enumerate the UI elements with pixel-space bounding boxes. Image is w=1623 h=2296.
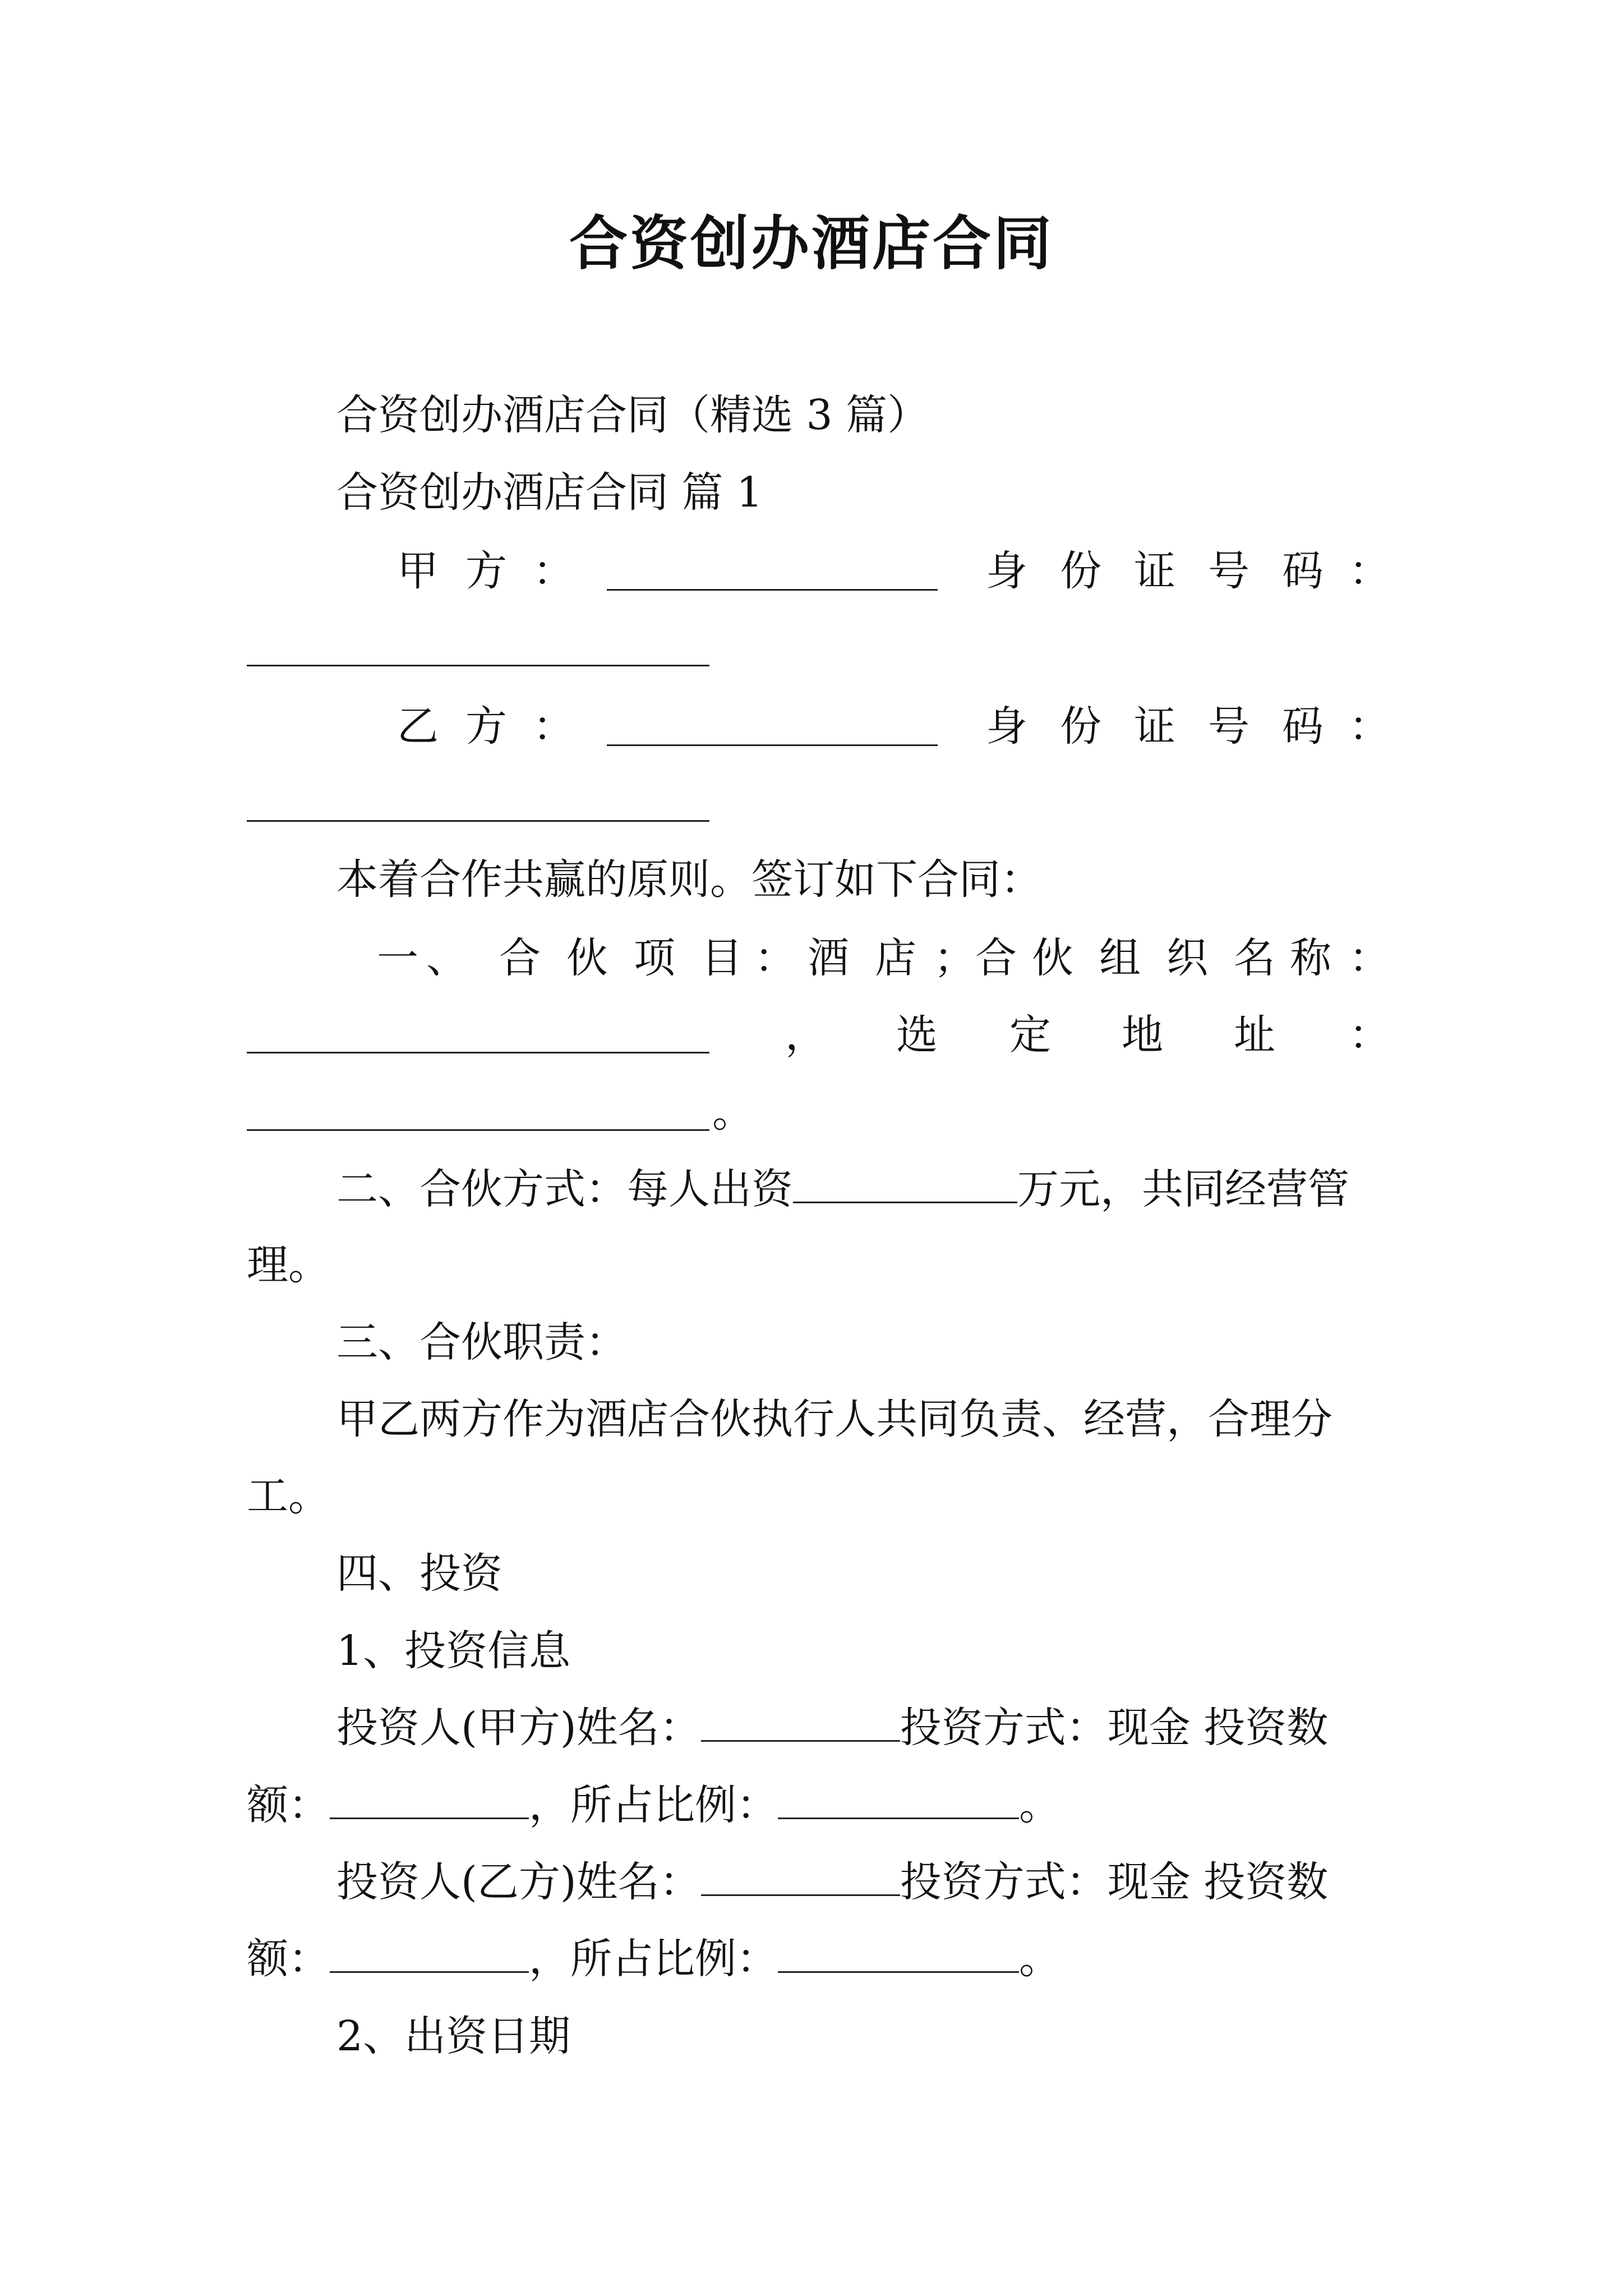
clause-2-prefix: 二、合伙方式：每人出资 (336, 1165, 793, 1213)
clause-2-line (336, 1161, 1349, 1217)
clause-1-char: 组 (1099, 934, 1141, 982)
party-b-id-char: 证 (1134, 702, 1175, 751)
party-b-id-char: 码 (1282, 702, 1324, 751)
document-title: 合资创办酒店合同 (569, 209, 1054, 278)
clause-1-char: 伙 (566, 934, 608, 982)
investor-b-line-1 (336, 1854, 1328, 1910)
clause-1-char: 目 (701, 934, 743, 982)
investor-a-line-1 (336, 1700, 1328, 1756)
principle-text: 本着合作共赢的原则。签订如下合同： (336, 855, 1042, 904)
investor-b-name-blank[interactable] (701, 1855, 900, 1896)
clause-1-char: ；合 (934, 934, 1017, 982)
clause-1-char: 名 (1234, 934, 1275, 982)
clause-1-char: 织 (1166, 934, 1208, 982)
party-a-name-blank[interactable] (607, 589, 938, 591)
clause-1-char: 伙 (1032, 934, 1073, 982)
party-a-id-char: 号 (1208, 547, 1249, 595)
party-b-label-1: 乙 (397, 702, 439, 751)
investor-a-ratio-blank[interactable] (778, 1778, 1019, 1819)
investment-amount-blank[interactable] (793, 1162, 1017, 1203)
address-blank[interactable] (247, 1129, 709, 1131)
investor-a-name-label: 投资人(甲方)姓名： (336, 1704, 701, 1752)
org-name-blank[interactable] (247, 1052, 709, 1053)
party-a-id-char: 码 (1282, 547, 1324, 595)
investment-info-heading: 1、投资信息 (336, 1627, 571, 1675)
address-label-char: 址 (1234, 1011, 1275, 1059)
party-b-id-char: 份 (1060, 702, 1101, 751)
investor-b-ratio-blank[interactable] (778, 1932, 1019, 1973)
party-a-id-char: 证 (1134, 547, 1175, 595)
investor-b-amount-blank[interactable] (330, 1932, 529, 1973)
investor-a-name-blank[interactable] (701, 1701, 900, 1742)
clause-1-char: 酒 (808, 934, 849, 982)
party-a-id-blank[interactable] (247, 665, 709, 666)
clause-1-char: 合 (499, 934, 541, 982)
party-a-label-1: 甲 (397, 547, 439, 595)
investor-b-name-label: 投资人(乙方)姓名： (336, 1858, 701, 1906)
investor-b-line-2 (247, 1931, 1061, 1987)
clause-2-cont: 理。 (247, 1241, 330, 1289)
party-b-id-colon: ： (1349, 702, 1390, 751)
address-label-char: 地 (1122, 1011, 1163, 1059)
section-heading: 合资创办酒店合同 篇 1 (336, 468, 763, 517)
investor-a-end: 。 (1019, 1781, 1061, 1829)
clause-1-char: 称 (1290, 934, 1331, 982)
clause-3-body: 甲乙两方作为酒店合伙执行人共同负责、经营，合理分 (336, 1395, 1332, 1443)
party-a-id-char: 份 (1060, 547, 1101, 595)
document-subtitle: 合资创办酒店合同（精选 3 篇） (336, 391, 929, 439)
clause-1-char: 店 (875, 934, 916, 982)
investor-b-method: 投资方式：现金 投资数 (900, 1858, 1329, 1906)
party-b-name-blank[interactable] (607, 744, 938, 746)
investor-a-amount-blank[interactable] (330, 1778, 529, 1819)
party-b-colon: ： (533, 702, 574, 751)
party-a-id-colon: ： (1349, 547, 1390, 595)
address-label-char: 定 (1009, 1011, 1051, 1059)
party-b-label-2: 方 (465, 702, 507, 751)
address-label-char: ： (1349, 1011, 1390, 1059)
clause-4-heading: 四、投资 (336, 1549, 502, 1598)
party-b-id-char: 号 (1208, 702, 1249, 751)
clause-1-comma: ， (785, 1011, 827, 1059)
investor-a-method: 投资方式：现金 投资数 (900, 1704, 1329, 1752)
investor-b-amount-label: 额： (247, 1935, 330, 1983)
clause-3-cont: 工。 (247, 1472, 330, 1520)
party-a-label-2: 方 (465, 547, 507, 595)
investor-a-line-2 (247, 1777, 1061, 1833)
party-a-colon: ： (533, 547, 574, 595)
address-label-char: 选 (896, 1011, 938, 1059)
party-a-id-char: 身 (986, 547, 1027, 595)
investment-date-heading: 2、出资日期 (336, 2012, 571, 2060)
clause-1-end: 。 (712, 1088, 754, 1137)
party-b-id-blank[interactable] (247, 820, 709, 822)
clause-2-suffix: 万元，共同经营管 (1017, 1165, 1349, 1213)
clause-1-char: ： (754, 934, 796, 982)
party-b-id-char: 身 (986, 702, 1027, 751)
clause-3-heading: 三、合伙职责： (336, 1318, 627, 1366)
investor-b-ratio-label: ，所占比例： (529, 1935, 778, 1983)
clause-1-char: 、 (426, 934, 468, 982)
clause-1-char: 一 (377, 934, 418, 982)
investor-b-end: 。 (1019, 1935, 1061, 1983)
clause-1-char: 项 (634, 934, 675, 982)
clause-1-char: ： (1349, 934, 1390, 982)
investor-a-amount-label: 额： (247, 1781, 330, 1829)
investor-a-ratio-label: ，所占比例： (529, 1781, 778, 1829)
